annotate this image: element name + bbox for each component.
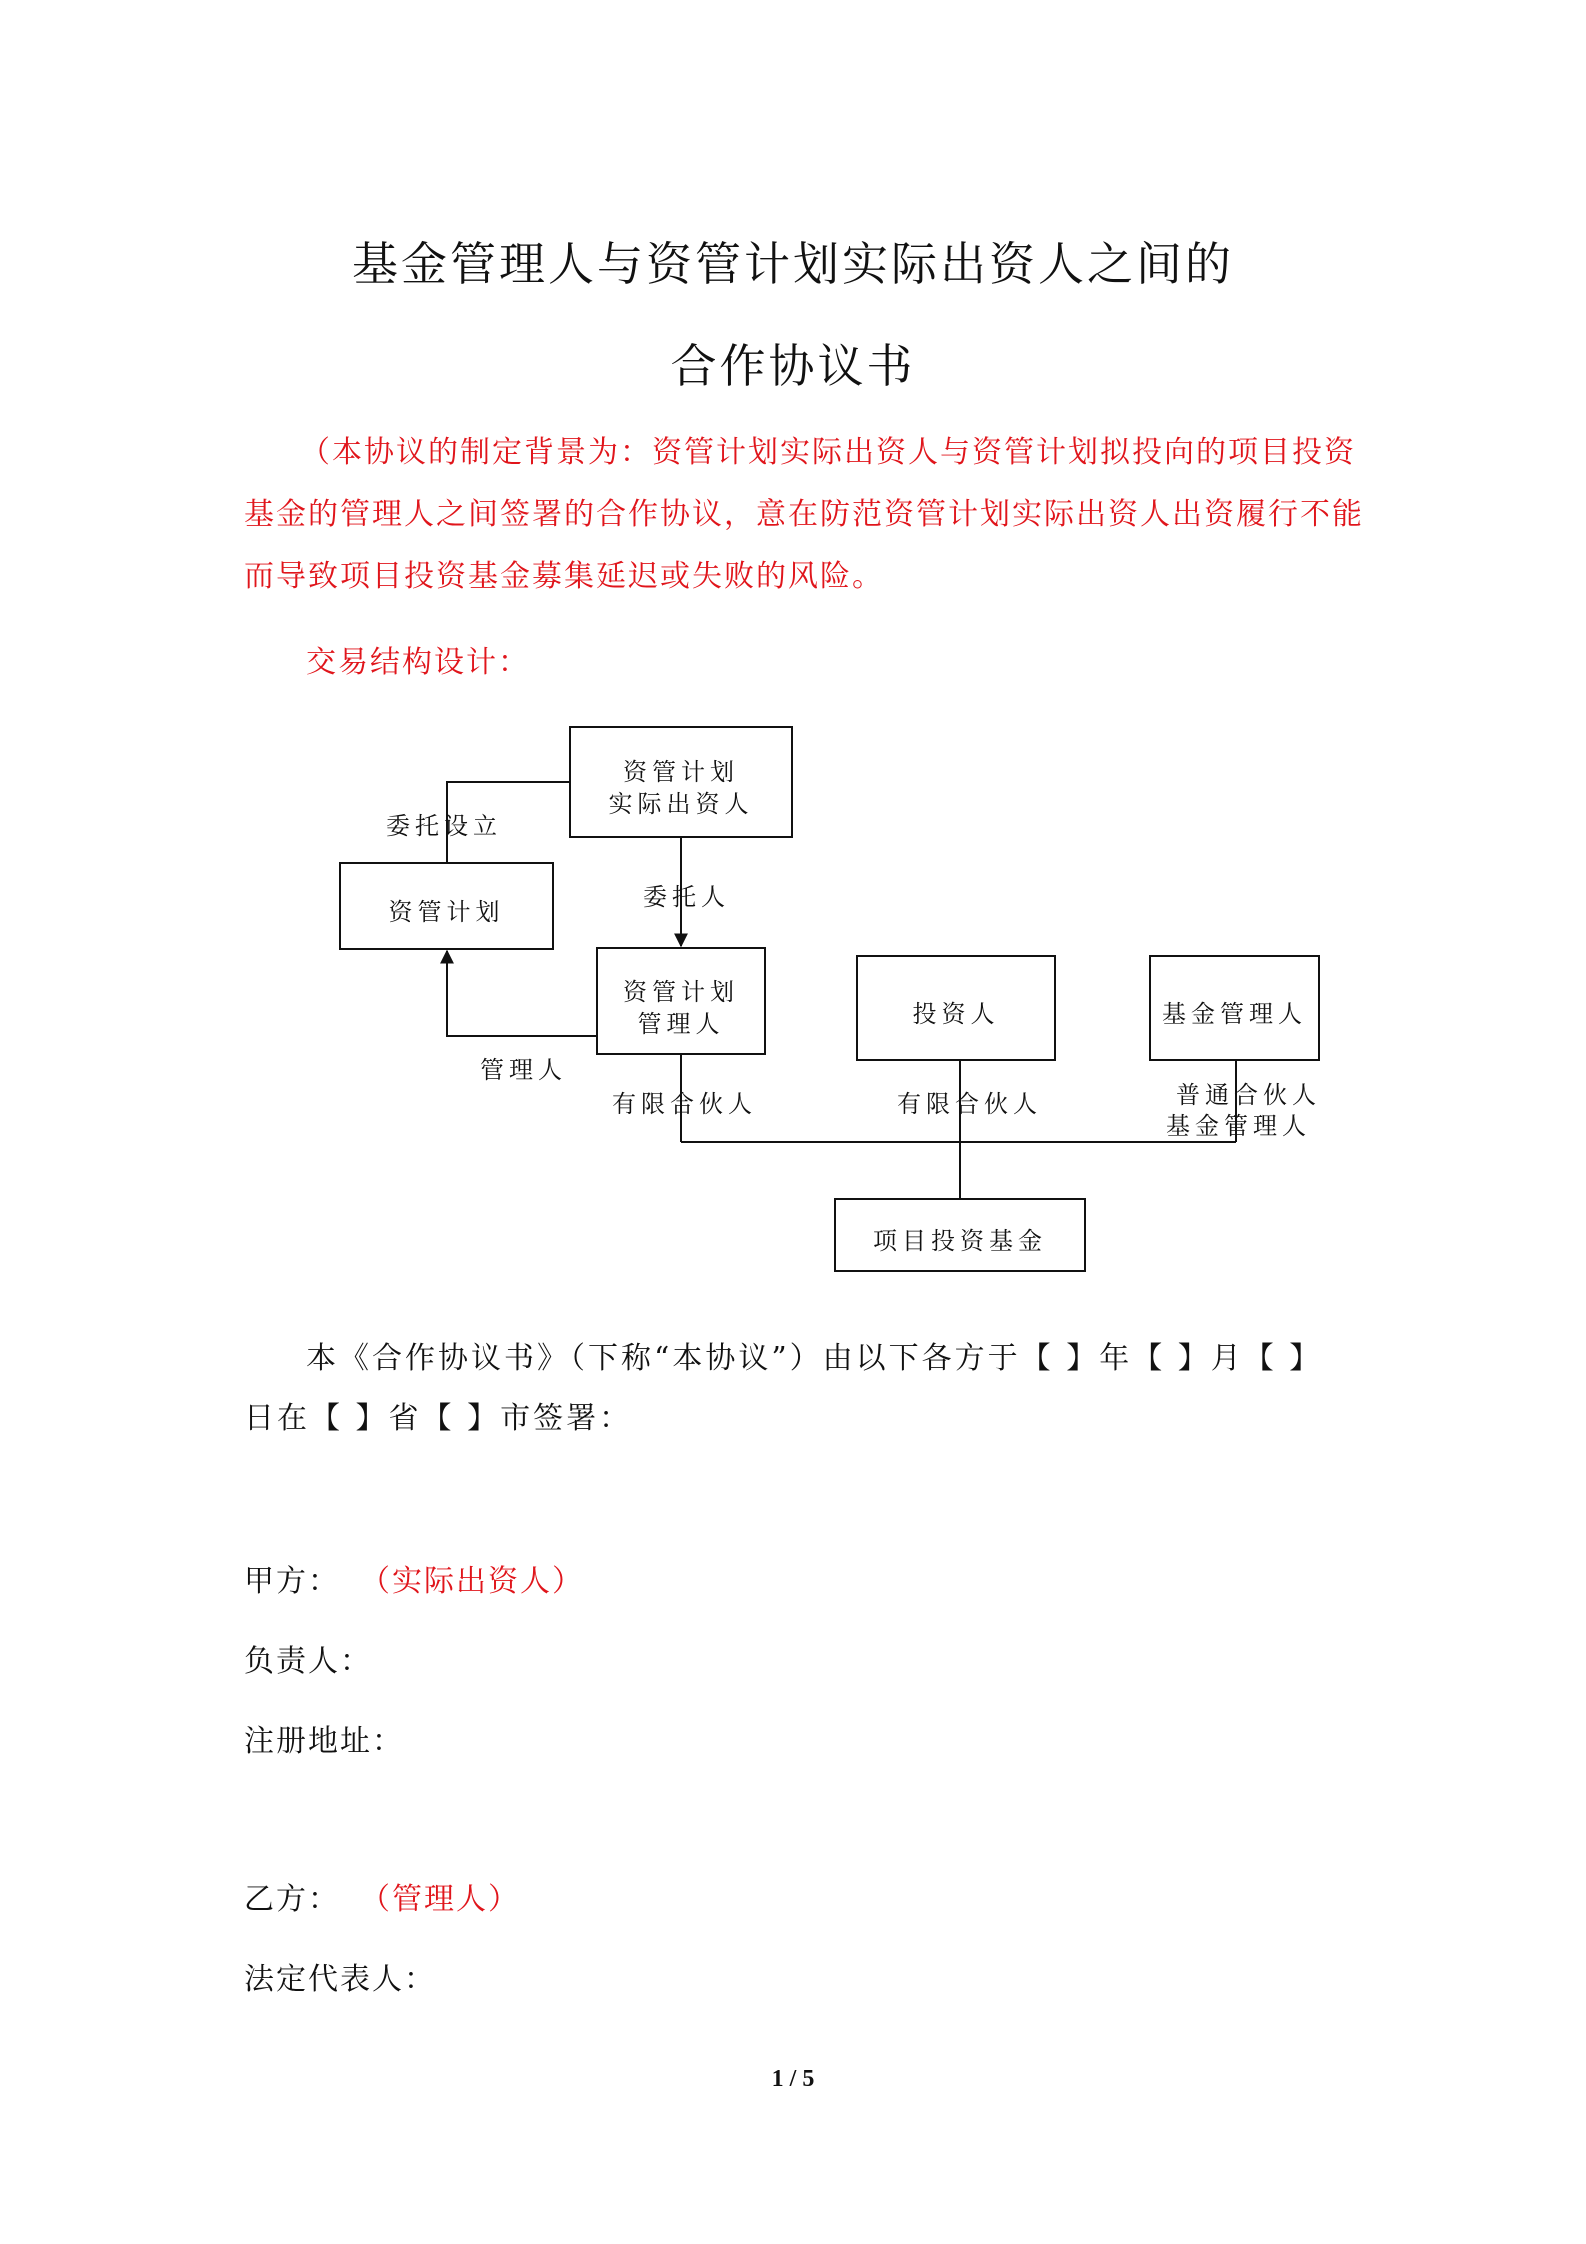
box-plan-manager-label-2: 管理人 <box>637 1010 725 1038</box>
label-gp-1: 普通合伙人 <box>1176 1081 1321 1109</box>
arrow-manager <box>447 951 597 1036</box>
label-lp-1: 有限合伙人 <box>612 1090 757 1118</box>
party-a-role: （实际出资人） <box>360 1564 584 1599</box>
box-plan-label: 资管计划 <box>388 898 505 926</box>
background-note-line-1: （本协议的制定背景为：资管计划实际出资人与资管计划拟投向的项目投资 <box>300 435 1356 470</box>
page-number: 1 / 5 <box>771 2066 815 2092</box>
party-b-label: 乙方： <box>244 1882 340 1917</box>
box-investor-label: 投资人 <box>912 1000 1000 1028</box>
title-line-2: 合作协议书 <box>670 339 916 393</box>
label-entrust-setup: 委托设立 <box>386 812 502 840</box>
party-a-address: 注册地址： <box>244 1724 404 1759</box>
background-note-line-2: 基金的管理人之间签署的合作协议，意在防范资管计划实际出资人出资履行不能 <box>244 497 1364 532</box>
party-b-role: （管理人） <box>360 1882 520 1917</box>
box-investor-top-label-1: 资管计划 <box>623 758 739 786</box>
box-fund-label: 项目投资基金 <box>873 1227 1047 1255</box>
structure-heading: 交易结构设计： <box>306 645 530 680</box>
box-plan-manager-label-1: 资管计划 <box>623 978 739 1006</box>
signing-line-2: 日在【 】省【 】市签署： <box>244 1401 633 1436</box>
label-lp-2: 有限合伙人 <box>897 1090 1042 1118</box>
background-note-line-3: 而导致项目投资基金募集延迟或失败的风险。 <box>244 559 884 594</box>
party-b-legal-rep: 法定代表人： <box>244 1962 436 1997</box>
box-investor-top-label-2: 实际出资人 <box>608 790 754 818</box>
label-gp-2: 基金管理人 <box>1166 1112 1311 1140</box>
box-fund-manager-label: 基金管理人 <box>1162 1000 1307 1028</box>
title-line-1: 基金管理人与资管计划实际出资人之间的 <box>352 237 1234 291</box>
party-a-responsible: 负责人： <box>244 1644 372 1679</box>
party-a-label: 甲方： <box>244 1564 340 1599</box>
signing-line-1: 本《合作协议书》（下称“本协议”）由以下各方于【 】年【 】月【 】 <box>306 1341 1323 1376</box>
label-principal: 委托人 <box>643 883 730 911</box>
label-manager: 管理人 <box>480 1056 567 1084</box>
